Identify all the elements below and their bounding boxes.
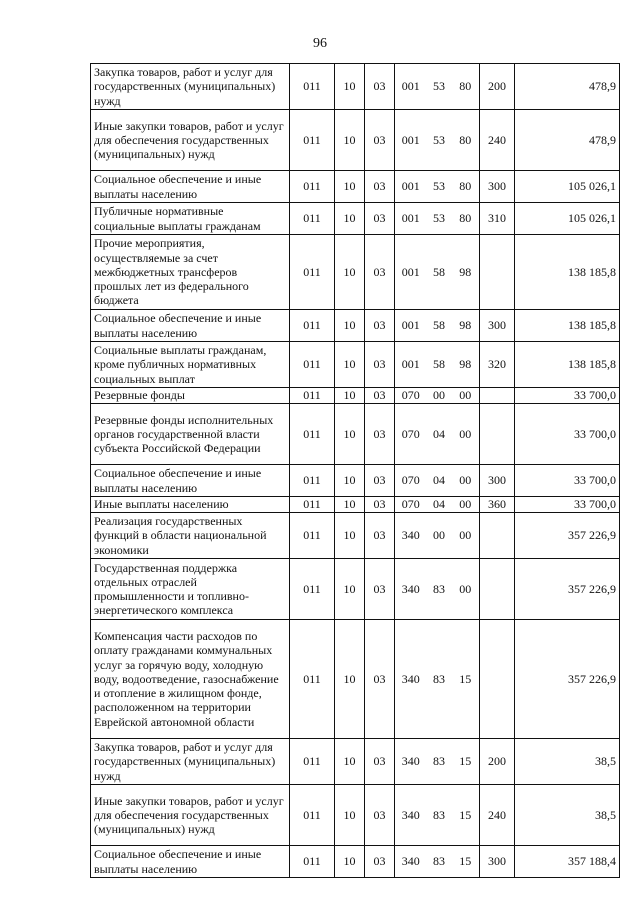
ministry-code: 011 [290, 404, 335, 465]
target-article-part-1: 340 [395, 513, 427, 559]
amount: 33 700,0 [515, 388, 620, 404]
expense-name: Закупка товаров, работ и услуг для государственных (муниципальных) нужд [91, 64, 290, 110]
expense-name: Публичные нормативные социальные выплаты гражданам [91, 203, 290, 235]
subsection-code: 03 [365, 739, 395, 785]
subsection-code: 03 [365, 64, 395, 110]
table-row [91, 559, 620, 620]
expense-name: Реализация государственных функций в области национальной экономики [91, 513, 290, 559]
amount: 38,5 [515, 739, 620, 785]
subsection-code: 03 [365, 559, 395, 620]
target-article-part-3: 00 [452, 497, 480, 513]
section-code: 10 [335, 513, 365, 559]
target-article-part-1: 070 [395, 465, 427, 497]
target-article-part-3: 80 [452, 171, 480, 203]
expense-type-code: 200 [480, 739, 515, 785]
target-article-part-2: 53 [427, 64, 452, 110]
table-row [91, 513, 620, 559]
target-article-part-3: 98 [452, 342, 480, 388]
section-code: 10 [335, 739, 365, 785]
table-row [91, 846, 620, 878]
expense-name: Социальное обеспечение и иные выплаты населению [91, 465, 290, 497]
expense-name: Иные закупки товаров, работ и услуг для обеспечения государственных (муниципальных) нужд [91, 110, 290, 171]
expense-name: Компенсация части расходов по оплату гражданами коммунальных услуг за горячую воду, холодную воду, водоотведение, газоснабжение и отопление в жилищном фонде, расположенном на территории Еврейской автономной области [91, 620, 290, 739]
ministry-code: 011 [290, 846, 335, 878]
expense-type-code [480, 559, 515, 620]
amount: 105 026,1 [515, 171, 620, 203]
expense-type-code [480, 620, 515, 739]
expense-name: Иные закупки товаров, работ и услуг для обеспечения государственных (муниципальных) нужд [91, 785, 290, 846]
amount: 138 185,8 [515, 342, 620, 388]
ministry-code: 011 [290, 64, 335, 110]
target-article-part-3: 00 [452, 388, 480, 404]
subsection-code: 03 [365, 404, 395, 465]
section-code: 10 [335, 64, 365, 110]
target-article-part-3: 15 [452, 785, 480, 846]
expense-type-code [480, 235, 515, 310]
expense-type-code: 300 [480, 310, 515, 342]
target-article-part-1: 070 [395, 388, 427, 404]
amount: 38,5 [515, 785, 620, 846]
target-article-part-1: 070 [395, 404, 427, 465]
expense-name: Государственная поддержка отдельных отраслей промышленности и топливно-энергетического комплекса [91, 559, 290, 620]
expense-name: Резервные фонды [91, 388, 290, 404]
expense-type-code: 200 [480, 64, 515, 110]
budget-table [90, 63, 620, 878]
ministry-code: 011 [290, 465, 335, 497]
target-article-part-2: 83 [427, 559, 452, 620]
subsection-code: 03 [365, 513, 395, 559]
ministry-code: 011 [290, 342, 335, 388]
section-code: 10 [335, 559, 365, 620]
ministry-code: 011 [290, 739, 335, 785]
target-article-part-1: 001 [395, 203, 427, 235]
target-article-part-2: 83 [427, 846, 452, 878]
target-article-part-1: 001 [395, 171, 427, 203]
amount: 138 185,8 [515, 310, 620, 342]
subsection-code: 03 [365, 110, 395, 171]
subsection-code: 03 [365, 235, 395, 310]
ministry-code: 011 [290, 497, 335, 513]
target-article-part-2: 53 [427, 171, 452, 203]
table-row [91, 310, 620, 342]
section-code: 10 [335, 620, 365, 739]
target-article-part-1: 001 [395, 310, 427, 342]
target-article-part-2: 83 [427, 785, 452, 846]
ministry-code: 011 [290, 110, 335, 171]
expense-name: Социальное обеспечение и иные выплаты населению [91, 171, 290, 203]
subsection-code: 03 [365, 465, 395, 497]
ministry-code: 011 [290, 513, 335, 559]
subsection-code: 03 [365, 171, 395, 203]
amount: 478,9 [515, 64, 620, 110]
table-row [91, 388, 620, 404]
section-code: 10 [335, 110, 365, 171]
amount: 33 700,0 [515, 404, 620, 465]
section-code: 10 [335, 846, 365, 878]
table-row [91, 203, 620, 235]
target-article-part-3: 00 [452, 559, 480, 620]
amount: 357 226,9 [515, 620, 620, 739]
expense-type-code: 300 [480, 465, 515, 497]
expense-name: Социальные выплаты гражданам, кроме публичных нормативных социальных выплат [91, 342, 290, 388]
table-row [91, 739, 620, 785]
subsection-code: 03 [365, 203, 395, 235]
target-article-part-3: 00 [452, 465, 480, 497]
expense-type-code [480, 404, 515, 465]
table-row [91, 620, 620, 739]
table-row [91, 110, 620, 171]
page-number: 96 [313, 36, 327, 51]
section-code: 10 [335, 388, 365, 404]
amount: 357 226,9 [515, 513, 620, 559]
expense-type-code: 300 [480, 846, 515, 878]
table-row [91, 465, 620, 497]
target-article-part-3: 00 [452, 404, 480, 465]
section-code: 10 [335, 171, 365, 203]
target-article-part-1: 340 [395, 846, 427, 878]
target-article-part-2: 04 [427, 497, 452, 513]
target-article-part-2: 00 [427, 513, 452, 559]
section-code: 10 [335, 785, 365, 846]
section-code: 10 [335, 235, 365, 310]
subsection-code: 03 [365, 310, 395, 342]
subsection-code: 03 [365, 846, 395, 878]
table-row [91, 404, 620, 465]
target-article-part-2: 00 [427, 388, 452, 404]
expense-name: Закупка товаров, работ и услуг для государственных (муниципальных) нужд [91, 739, 290, 785]
table-row [91, 497, 620, 513]
ministry-code: 011 [290, 171, 335, 203]
ministry-code: 011 [290, 310, 335, 342]
amount: 138 185,8 [515, 235, 620, 310]
target-article-part-3: 00 [452, 513, 480, 559]
subsection-code: 03 [365, 785, 395, 846]
amount: 478,9 [515, 110, 620, 171]
table-row [91, 785, 620, 846]
expense-name: Социальное обеспечение и иные выплаты населению [91, 846, 290, 878]
target-article-part-1: 340 [395, 620, 427, 739]
expense-name: Социальное обеспечение и иные выплаты населению [91, 310, 290, 342]
target-article-part-2: 83 [427, 620, 452, 739]
section-code: 10 [335, 203, 365, 235]
section-code: 10 [335, 465, 365, 497]
section-code: 10 [335, 342, 365, 388]
section-code: 10 [335, 404, 365, 465]
section-code: 10 [335, 497, 365, 513]
ministry-code: 011 [290, 559, 335, 620]
target-article-part-2: 83 [427, 739, 452, 785]
target-article-part-3: 15 [452, 846, 480, 878]
ministry-code: 011 [290, 785, 335, 846]
target-article-part-3: 80 [452, 203, 480, 235]
expense-name: Резервные фонды исполнительных органов государственной власти субъекта Российской Федерации [91, 404, 290, 465]
section-code: 10 [335, 310, 365, 342]
expense-type-code: 320 [480, 342, 515, 388]
target-article-part-1: 340 [395, 785, 427, 846]
target-article-part-2: 04 [427, 465, 452, 497]
target-article-part-1: 340 [395, 739, 427, 785]
expense-type-code: 240 [480, 110, 515, 171]
target-article-part-3: 80 [452, 64, 480, 110]
target-article-part-2: 58 [427, 342, 452, 388]
target-article-part-1: 001 [395, 64, 427, 110]
table-row [91, 342, 620, 388]
table-row [91, 64, 620, 110]
target-article-part-1: 001 [395, 110, 427, 171]
ministry-code: 011 [290, 203, 335, 235]
target-article-part-3: 98 [452, 310, 480, 342]
expense-name: Иные выплаты населению [91, 497, 290, 513]
amount: 33 700,0 [515, 465, 620, 497]
expense-type-code: 360 [480, 497, 515, 513]
ministry-code: 011 [290, 620, 335, 739]
expense-type-code [480, 513, 515, 559]
expense-type-code: 300 [480, 171, 515, 203]
expense-type-code: 310 [480, 203, 515, 235]
target-article-part-1: 001 [395, 342, 427, 388]
ministry-code: 011 [290, 235, 335, 310]
target-article-part-3: 80 [452, 110, 480, 171]
target-article-part-3: 15 [452, 620, 480, 739]
target-article-part-2: 58 [427, 310, 452, 342]
subsection-code: 03 [365, 342, 395, 388]
target-article-part-2: 53 [427, 203, 452, 235]
table-row [91, 171, 620, 203]
target-article-part-2: 58 [427, 235, 452, 310]
amount: 357 188,4 [515, 846, 620, 878]
amount: 33 700,0 [515, 497, 620, 513]
target-article-part-2: 04 [427, 404, 452, 465]
target-article-part-1: 070 [395, 497, 427, 513]
amount: 357 226,9 [515, 559, 620, 620]
target-article-part-1: 340 [395, 559, 427, 620]
expense-type-code [480, 388, 515, 404]
subsection-code: 03 [365, 388, 395, 404]
subsection-code: 03 [365, 497, 395, 513]
table-row [91, 235, 620, 310]
subsection-code: 03 [365, 620, 395, 739]
expense-type-code: 240 [480, 785, 515, 846]
expense-name: Прочие мероприятия, осуществляемые за счет межбюджетных трансферов прошлых лет из федерального бюджета [91, 235, 290, 310]
target-article-part-3: 98 [452, 235, 480, 310]
target-article-part-2: 53 [427, 110, 452, 171]
amount: 105 026,1 [515, 203, 620, 235]
target-article-part-3: 15 [452, 739, 480, 785]
target-article-part-1: 001 [395, 235, 427, 310]
ministry-code: 011 [290, 388, 335, 404]
